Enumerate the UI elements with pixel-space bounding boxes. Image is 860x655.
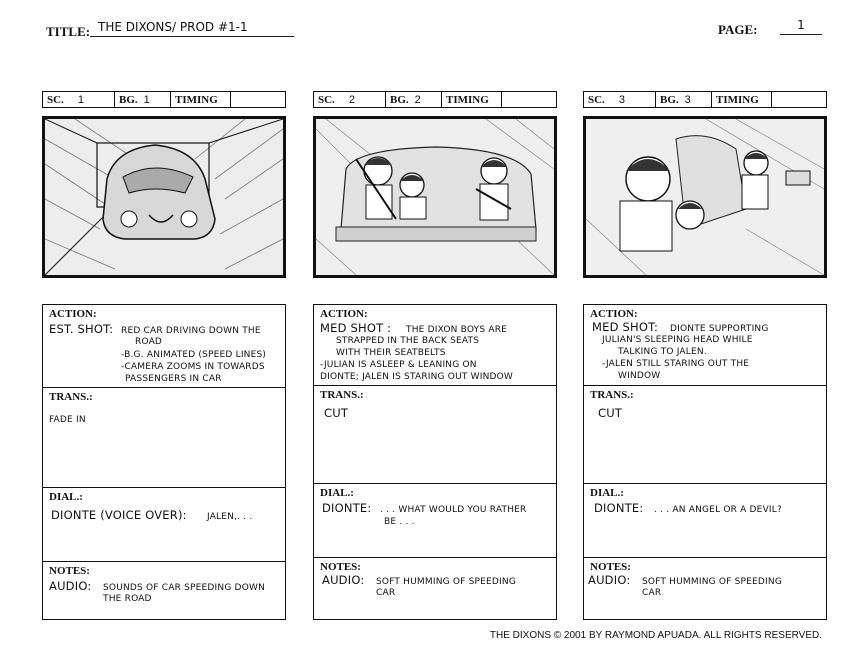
background-cell <box>115 92 171 107</box>
dialogue-section <box>584 483 826 557</box>
timing-cell <box>712 92 772 107</box>
timing-value-cell <box>502 92 556 107</box>
action-label: ACTION: <box>590 308 638 320</box>
transition-section <box>314 385 556 483</box>
timing-label: TIMING <box>446 93 489 106</box>
audio-label: AUDIO: <box>49 579 92 593</box>
action-line: TALKING TO JALEN. <box>618 347 707 357</box>
notes-line: SOFT HUMMING OF SPEEDING <box>642 577 783 587</box>
copyright-footer: THE DIXONS © 2001 BY RAYMOND APUADA. ALL RIGHTS RESERVED. <box>489 630 822 641</box>
transition-label: TRANS.: <box>590 389 634 401</box>
background-number: 1 <box>143 93 150 106</box>
title-field: THE DIXONS/ PROD #1-1 <box>90 20 294 37</box>
timing-label: TIMING <box>175 93 218 106</box>
title-label: TITLE: <box>46 24 91 39</box>
action-section <box>43 305 285 387</box>
audio-label: AUDIO: <box>322 573 365 587</box>
timing-value-cell <box>231 92 285 107</box>
dialogue-speaker: DIONTE: <box>322 501 372 515</box>
notes-label: NOTES: <box>49 565 90 577</box>
dialogue-line: . . . AN ANGEL OR A DEVIL? <box>654 505 782 515</box>
action-line: -JALEN STILL STARING OUT THE <box>602 359 750 369</box>
page-number-field: 1 <box>780 18 822 35</box>
action-label: ACTION: <box>49 308 97 320</box>
page-label: PAGE: <box>718 22 758 37</box>
back-seat-sketch <box>316 119 554 275</box>
action-line: THE DIXON BOYS ARE <box>406 325 508 335</box>
background-label: BG. <box>390 93 409 106</box>
background-label: BG. <box>660 93 679 106</box>
shot-type: EST. SHOT: <box>49 322 114 336</box>
action-line: WINDOW <box>618 371 661 381</box>
dialogue-label: DIAL.: <box>590 487 624 499</box>
dialogue-speaker: DIONTE: <box>594 501 644 515</box>
action-line: PASSENGERS IN CAR <box>125 374 222 384</box>
background-label: BG. <box>119 93 138 106</box>
action-label: ACTION: <box>320 308 368 320</box>
notes-label: NOTES: <box>590 561 631 573</box>
panel-3-notes-sheet <box>583 304 827 620</box>
notes-label: NOTES: <box>320 561 361 573</box>
scene-number: 1 <box>77 93 84 106</box>
car-interior-sketch <box>586 119 824 275</box>
transition-value: CUT <box>324 406 349 420</box>
action-line: ROAD <box>135 337 163 347</box>
dialogue-label: DIAL.: <box>320 487 354 499</box>
panel-3-drawing <box>583 116 827 278</box>
notes-section <box>584 557 826 619</box>
transition-section <box>584 385 826 483</box>
scene-number: 3 <box>618 93 625 106</box>
background-cell <box>656 92 712 107</box>
background-cell <box>386 92 442 107</box>
scene-cell <box>314 92 386 107</box>
panel-header <box>42 91 286 108</box>
background-number: 2 <box>414 93 421 106</box>
scene-label: SC. <box>47 93 64 106</box>
panel-1-notes-sheet <box>42 304 286 620</box>
dialogue-label: DIAL.: <box>49 491 83 503</box>
action-line: STRAPPED IN THE BACK SEATS <box>336 336 480 346</box>
panel-header <box>583 91 827 108</box>
transition-label: TRANS.: <box>320 389 364 401</box>
transition-section <box>43 387 285 487</box>
shot-type: MED SHOT : <box>320 321 392 335</box>
shot-type: MED SHOT: <box>592 320 659 334</box>
notes-line: THE ROAD <box>103 594 152 604</box>
background-number: 3 <box>684 93 691 106</box>
scene-number: 2 <box>348 93 355 106</box>
action-line: -CAMERA ZOOMS IN TOWARDS <box>121 362 265 372</box>
panel-1-drawing <box>42 116 286 278</box>
timing-value-cell <box>772 92 826 107</box>
dialogue-section <box>314 483 556 557</box>
dialogue-line: . . . WHAT WOULD YOU RATHER <box>380 505 527 515</box>
action-line: DIONTE SUPPORTING <box>670 324 769 334</box>
transition-value: CUT <box>598 406 623 420</box>
scene-cell <box>43 92 115 107</box>
timing-cell <box>171 92 231 107</box>
timing-cell <box>442 92 502 107</box>
action-line: WITH THEIR SEATBELTS <box>336 348 446 358</box>
action-line: DIONTE; JALEN IS STARING OUT WINDOW <box>320 372 514 382</box>
notes-line: SOFT HUMMING OF SPEEDING <box>376 577 517 587</box>
action-line: JULIAN'S SLEEPING HEAD WHILE <box>602 335 753 345</box>
scene-cell <box>584 92 656 107</box>
dialogue-speaker: DIONTE (VOICE OVER): <box>51 508 187 522</box>
scene-label: SC. <box>318 93 335 106</box>
dialogue-line: JALEN,. . . <box>207 512 253 522</box>
notes-section <box>43 561 285 619</box>
action-line: -JULIAN IS ASLEEP & LEANING ON <box>320 360 477 370</box>
dialogue-line: BE . . . <box>384 517 415 527</box>
timing-label: TIMING <box>716 93 759 106</box>
car-driving-sketch <box>45 119 283 275</box>
notes-section <box>314 557 556 619</box>
audio-label: AUDIO: <box>588 573 631 587</box>
panel-2-drawing <box>313 116 557 278</box>
action-line: RED CAR DRIVING DOWN THE <box>121 326 261 336</box>
action-section <box>314 305 556 385</box>
dialogue-section <box>43 487 285 561</box>
transition-value: FADE IN <box>49 415 86 425</box>
action-line: -B.G. ANIMATED (SPEED LINES) <box>121 350 267 360</box>
panel-2-notes-sheet <box>313 304 557 620</box>
scene-label: SC. <box>588 93 605 106</box>
transition-label: TRANS.: <box>49 391 93 403</box>
panel-header <box>313 91 557 108</box>
notes-line: CAR <box>642 588 662 598</box>
action-section <box>584 305 826 385</box>
notes-line: SOUNDS OF CAR SPEEDING DOWN <box>103 583 266 593</box>
notes-line: CAR <box>376 588 396 598</box>
